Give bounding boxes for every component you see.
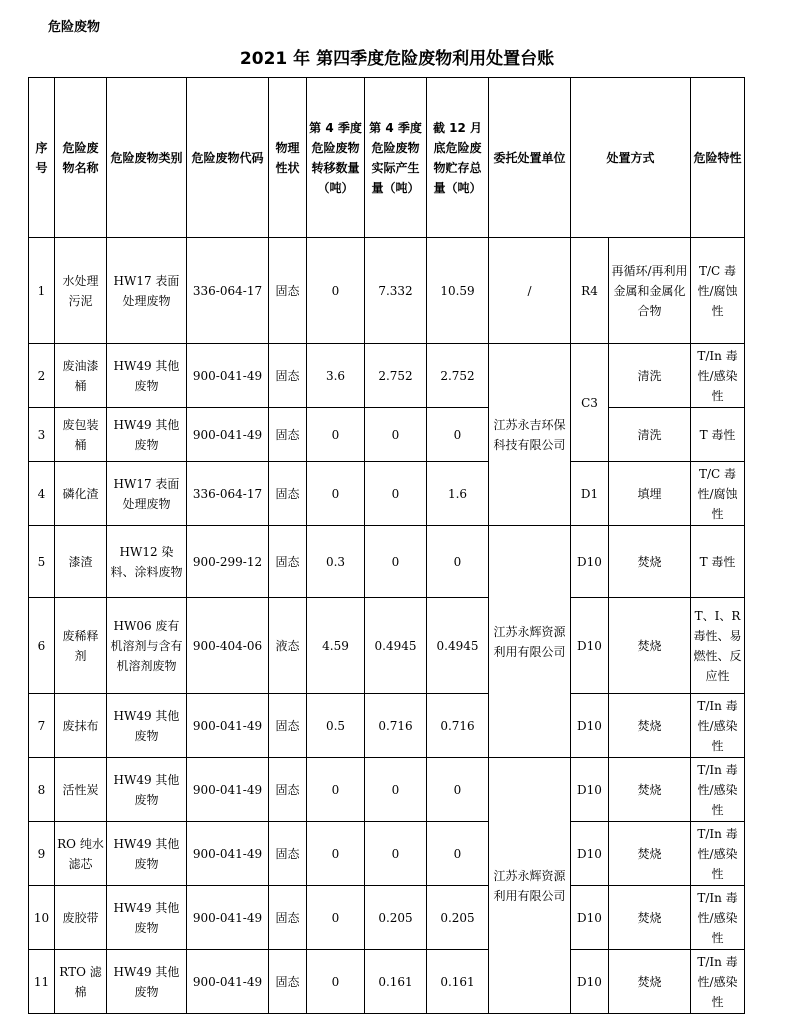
cell-state: 固态 [269, 694, 307, 758]
cell-seq: 11 [29, 950, 55, 1014]
cell-generated: 0.205 [365, 886, 427, 950]
table-row [29, 694, 745, 758]
cell-code: 900-041-49 [187, 694, 269, 758]
cell-hazard: T 毒性 [691, 526, 745, 598]
cell-transferred: 0 [307, 822, 365, 886]
cell-name: 磷化渣 [55, 462, 107, 526]
cell-code: 336-064-17 [187, 238, 269, 344]
cell-seq: 10 [29, 886, 55, 950]
header-code: 危险废物代码 [187, 78, 269, 238]
cell-transferred: 0 [307, 950, 365, 1014]
cell-stock: 2.752 [427, 344, 489, 408]
cell-method-code: D10 [571, 886, 609, 950]
cell-method: 清洗 [609, 408, 691, 462]
cell-hazard: T/In 毒性/感染性 [691, 886, 745, 950]
cell-generated: 0 [365, 758, 427, 822]
cell-stock: 0.161 [427, 950, 489, 1014]
cell-method: 清洗 [609, 344, 691, 408]
cell-name: 废包装桶 [55, 408, 107, 462]
cell-code: 336-064-17 [187, 462, 269, 526]
cell-name: 废油漆桶 [55, 344, 107, 408]
table-row [29, 886, 745, 950]
cell-hazard: T/In 毒性/感染性 [691, 694, 745, 758]
cell-generated: 0 [365, 408, 427, 462]
header-stock: 截 12 月底危险废物贮存总量（吨） [427, 78, 489, 238]
cell-code: 900-041-49 [187, 344, 269, 408]
cell-category: HW49 其他废物 [107, 758, 187, 822]
cell-disposal-unit: 江苏永辉资源利用有限公司 [489, 758, 571, 1014]
cell-name: 漆渣 [55, 526, 107, 598]
cell-state: 固态 [269, 344, 307, 408]
cell-name: 废胶带 [55, 886, 107, 950]
cell-method-code: D10 [571, 694, 609, 758]
cell-disposal-unit: / [489, 238, 571, 344]
cell-method: 焚烧 [609, 950, 691, 1014]
cell-seq: 7 [29, 694, 55, 758]
cell-state: 固态 [269, 950, 307, 1014]
header-name: 危险废物名称 [55, 78, 107, 238]
cell-seq: 2 [29, 344, 55, 408]
cell-state: 液态 [269, 598, 307, 694]
cell-category: HW49 其他废物 [107, 408, 187, 462]
cell-method-code: D1 [571, 462, 609, 526]
cell-seq: 1 [29, 238, 55, 344]
cell-state: 固态 [269, 408, 307, 462]
cell-seq: 3 [29, 408, 55, 462]
cell-method: 焚烧 [609, 886, 691, 950]
cell-transferred: 0.5 [307, 694, 365, 758]
header-generated: 第 4 季度危险废物实际产生量（吨） [365, 78, 427, 238]
cell-category: HW49 其他废物 [107, 886, 187, 950]
ledger-body [29, 238, 745, 1014]
cell-name: 水处理污泥 [55, 238, 107, 344]
page-title: 2021 年 第四季度危险废物利用处置台账 [239, 49, 555, 69]
table-row [29, 950, 745, 1014]
cell-category: HW49 其他废物 [107, 822, 187, 886]
cell-disposal-unit: 江苏永辉资源利用有限公司 [489, 526, 571, 758]
cell-method: 填埋 [609, 462, 691, 526]
cell-hazard: T/In 毒性/感染性 [691, 950, 745, 1014]
cell-stock: 0.4945 [427, 598, 489, 694]
cell-state: 固态 [269, 526, 307, 598]
cell-hazard: T/In 毒性/感染性 [691, 822, 745, 886]
cell-generated: 0.4945 [365, 598, 427, 694]
cell-method: 焚烧 [609, 694, 691, 758]
cell-state: 固态 [269, 822, 307, 886]
cell-seq: 9 [29, 822, 55, 886]
cell-stock: 0.716 [427, 694, 489, 758]
header-state: 物理性状 [269, 78, 307, 238]
table-row [29, 822, 745, 886]
table-row [29, 344, 745, 408]
cell-transferred: 0 [307, 886, 365, 950]
cell-category: HW49 其他废物 [107, 694, 187, 758]
cell-state: 固态 [269, 238, 307, 344]
table-row [29, 526, 745, 598]
header-category: 危险废物类别 [107, 78, 187, 238]
cell-hazard: T 毒性 [691, 408, 745, 462]
cell-hazard: T/C 毒性/腐蚀性 [691, 238, 745, 344]
cell-seq: 8 [29, 758, 55, 822]
cell-stock: 0 [427, 408, 489, 462]
cell-transferred: 3.6 [307, 344, 365, 408]
cell-method-code: D10 [571, 598, 609, 694]
cell-code: 900-041-49 [187, 758, 269, 822]
cell-category: HW06 废有机溶剂与含有机溶剂废物 [107, 598, 187, 694]
cell-transferred: 0 [307, 758, 365, 822]
cell-stock: 0 [427, 758, 489, 822]
cell-generated: 2.752 [365, 344, 427, 408]
table-row [29, 758, 745, 822]
cell-seq: 4 [29, 462, 55, 526]
cell-code: 900-041-49 [187, 822, 269, 886]
cell-method-code: R4 [571, 238, 609, 344]
cell-transferred: 4.59 [307, 598, 365, 694]
cell-code: 900-041-49 [187, 408, 269, 462]
cell-method-code: D10 [571, 526, 609, 598]
cell-code: 900-299-12 [187, 526, 269, 598]
cell-generated: 0.161 [365, 950, 427, 1014]
cell-generated: 0.716 [365, 694, 427, 758]
cell-method: 焚烧 [609, 526, 691, 598]
cell-transferred: 0 [307, 408, 365, 462]
cell-stock: 0.205 [427, 886, 489, 950]
header-method: 处置方式 [571, 78, 691, 238]
cell-method: 焚烧 [609, 822, 691, 886]
cell-state: 固态 [269, 886, 307, 950]
cell-method-code: C3 [571, 344, 609, 462]
cell-code: 900-404-06 [187, 598, 269, 694]
header-row [29, 78, 745, 238]
cell-name: RO 纯水滤芯 [55, 822, 107, 886]
header-transferred: 第 4 季度危险废物转移数量（吨） [307, 78, 365, 238]
cell-seq: 5 [29, 526, 55, 598]
cell-state: 固态 [269, 462, 307, 526]
cell-method: 焚烧 [609, 758, 691, 822]
cell-method: 焚烧 [609, 598, 691, 694]
cell-name: 废抹布 [55, 694, 107, 758]
cell-method-code: D10 [571, 950, 609, 1014]
header-unit: 委托处置单位 [489, 78, 571, 238]
cell-name: RTO 滤棉 [55, 950, 107, 1014]
cell-code: 900-041-49 [187, 950, 269, 1014]
cell-method-code: D10 [571, 822, 609, 886]
table-row [29, 408, 745, 462]
cell-name: 活性炭 [55, 758, 107, 822]
cell-category: HW17 表面处理废物 [107, 238, 187, 344]
cell-state: 固态 [269, 758, 307, 822]
table-row [29, 598, 745, 694]
cell-hazard: T/In 毒性/感染性 [691, 344, 745, 408]
cell-method: 再循环/再利用金属和金属化合物 [609, 238, 691, 344]
waste-ledger-table [28, 77, 745, 1014]
cell-generated: 0 [365, 822, 427, 886]
cell-hazard: T/In 毒性/感染性 [691, 758, 745, 822]
cell-stock: 1.6 [427, 462, 489, 526]
cell-category: HW17 表面处理废物 [107, 462, 187, 526]
cell-stock: 0 [427, 526, 489, 598]
cell-category: HW49 其他废物 [107, 950, 187, 1014]
table-row [29, 462, 745, 526]
cell-method-code: D10 [571, 758, 609, 822]
cell-seq: 6 [29, 598, 55, 694]
section-label: 危险废物 [48, 20, 101, 35]
cell-category: HW12 染料、涂料废物 [107, 526, 187, 598]
cell-hazard: T/C 毒性/腐蚀性 [691, 462, 745, 526]
cell-hazard: T、I、R 毒性、易燃性、反应性 [691, 598, 745, 694]
header-hazard: 危险特性 [691, 78, 745, 238]
cell-category: HW49 其他废物 [107, 344, 187, 408]
cell-transferred: 0 [307, 462, 365, 526]
cell-name: 废稀释剂 [55, 598, 107, 694]
table-row [29, 238, 745, 344]
cell-stock: 0 [427, 822, 489, 886]
cell-code: 900-041-49 [187, 886, 269, 950]
cell-transferred: 0.3 [307, 526, 365, 598]
cell-disposal-unit: 江苏永吉环保科技有限公司 [489, 344, 571, 526]
cell-generated: 0 [365, 462, 427, 526]
cell-generated: 7.332 [365, 238, 427, 344]
header-seq: 序号 [29, 78, 55, 238]
cell-generated: 0 [365, 526, 427, 598]
cell-transferred: 0 [307, 238, 365, 344]
cell-stock: 10.59 [427, 238, 489, 344]
